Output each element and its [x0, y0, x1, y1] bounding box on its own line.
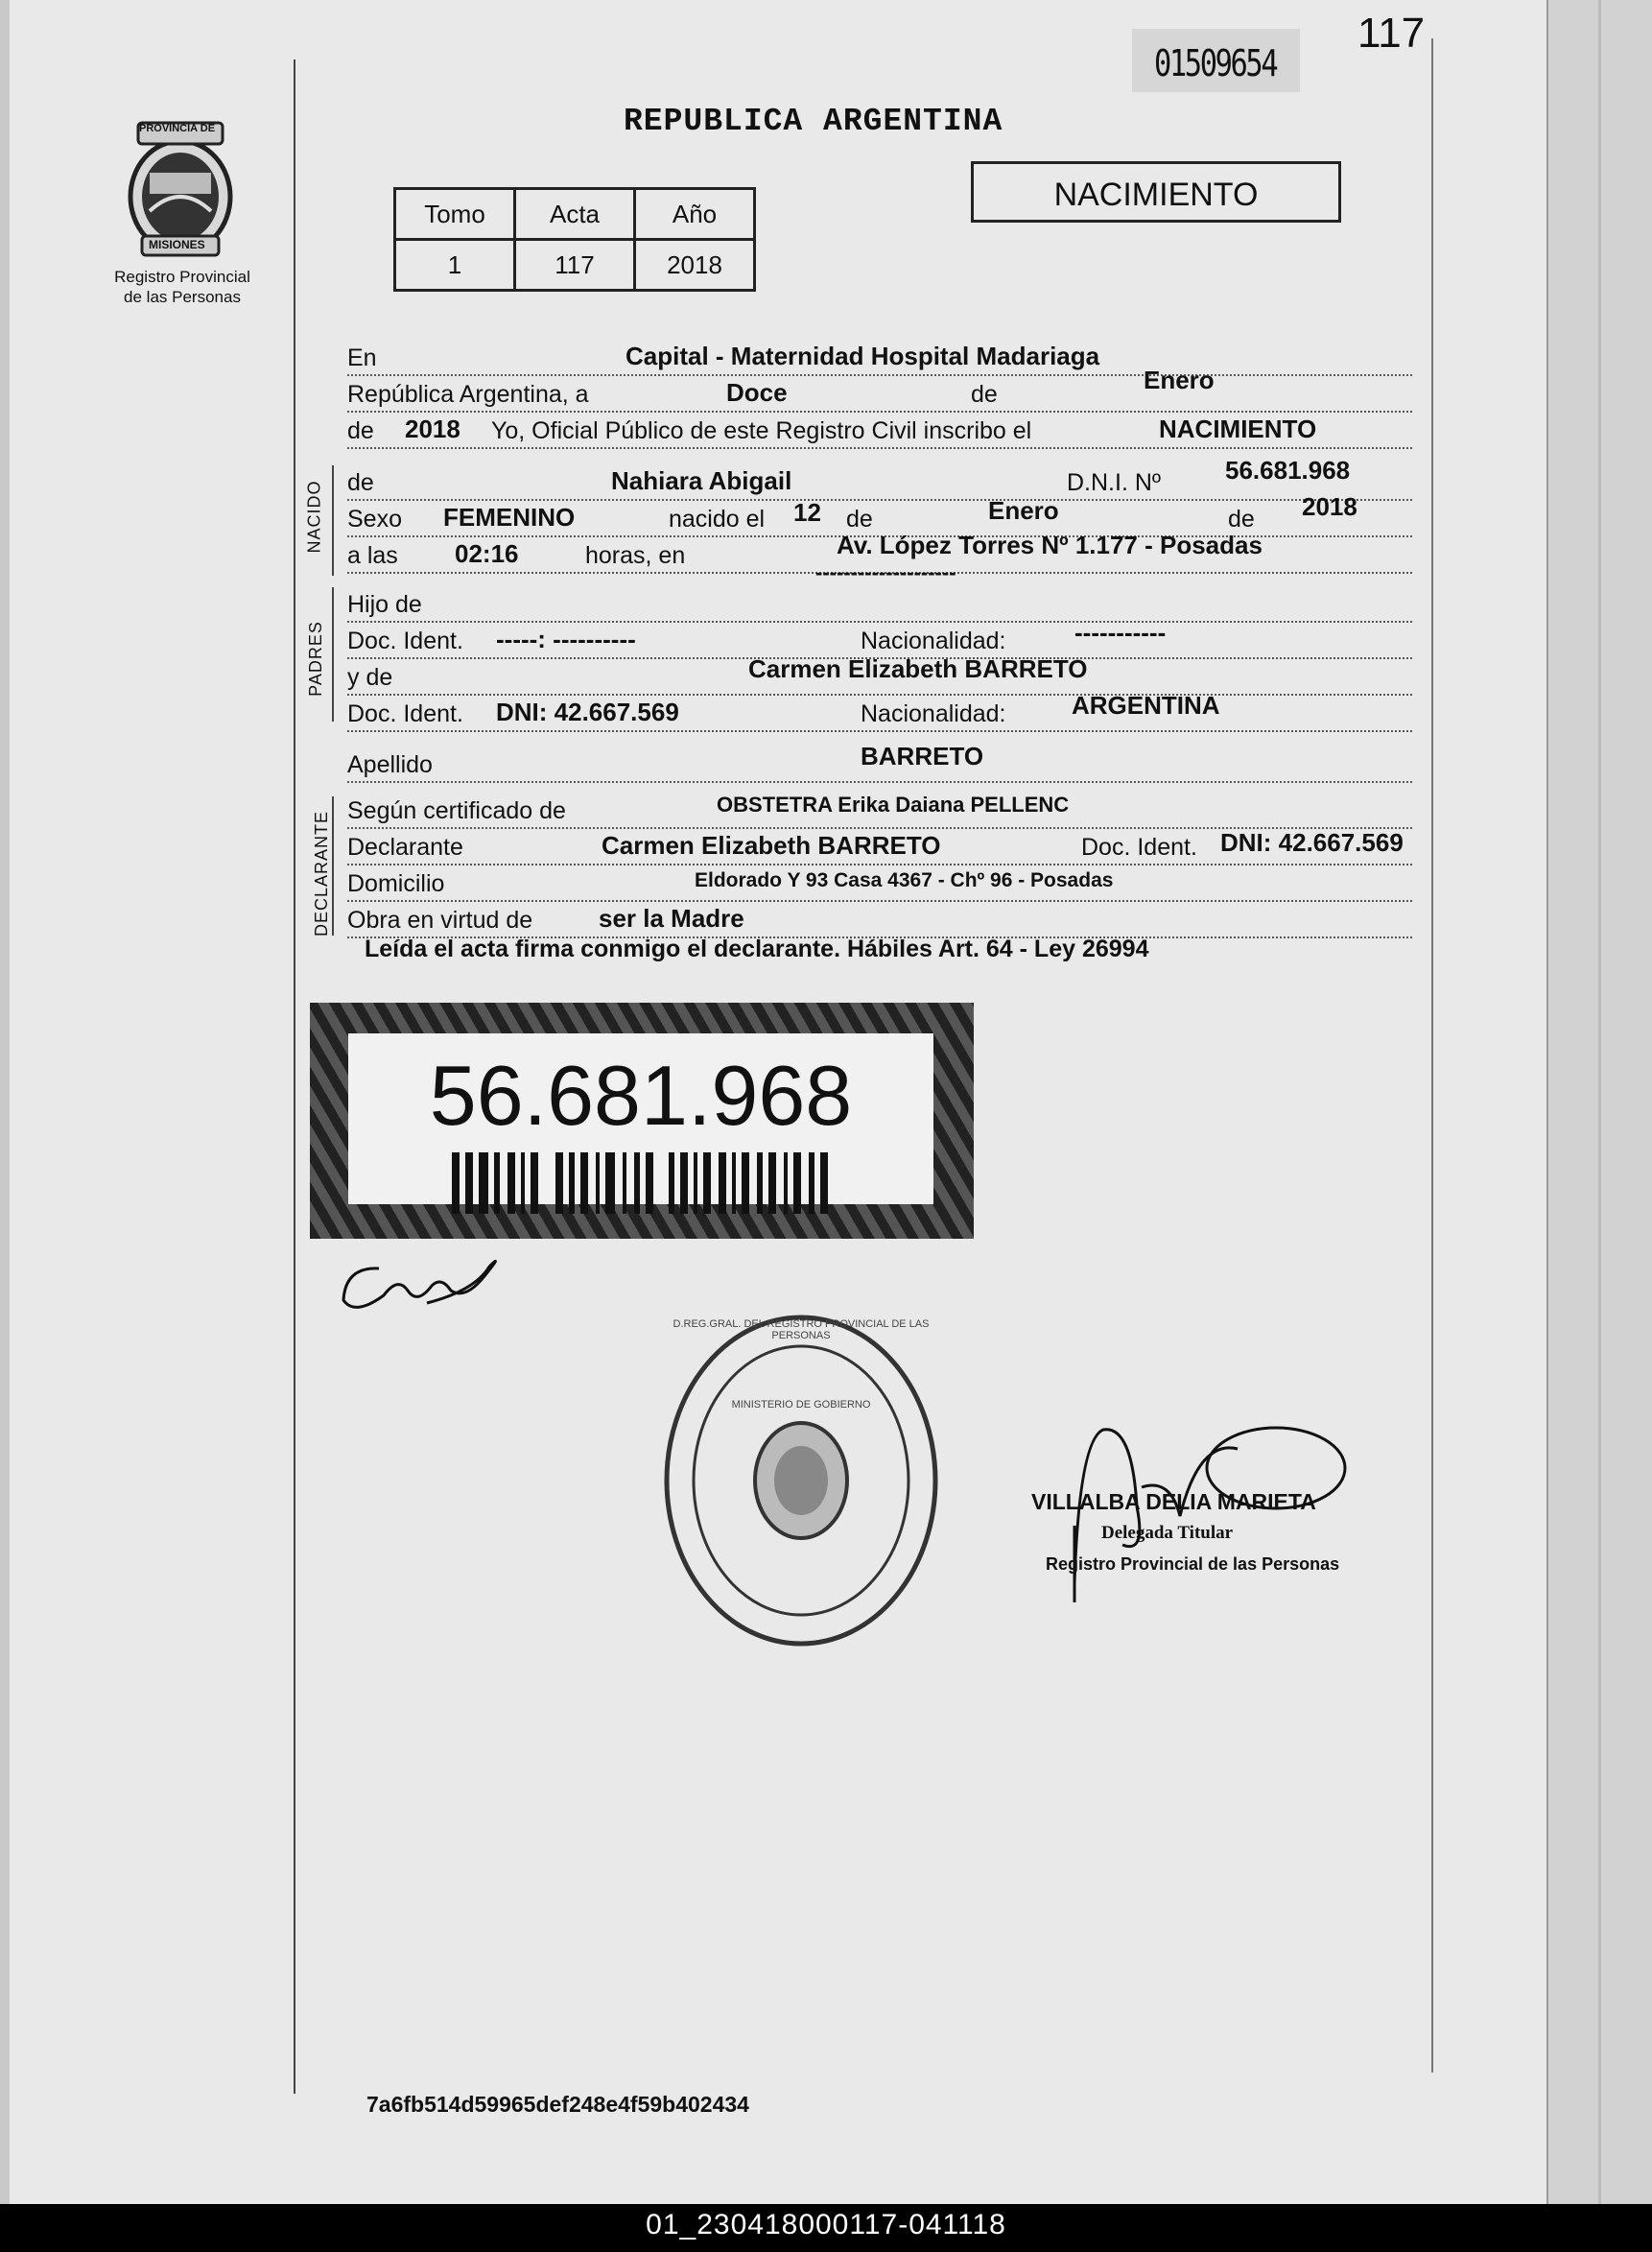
value-sexo: FEMENINO	[443, 503, 576, 532]
value-madre-doc: DNI: 42.667.569	[496, 698, 679, 726]
section-nacido: NACIDO	[304, 480, 324, 554]
label-y-de: y de	[347, 664, 396, 692]
section-padres: PADRES	[305, 621, 325, 697]
value-certificado: OBSTETRA Erika Daiana PELLENC	[717, 793, 1070, 817]
registry-header-anio: Año	[635, 189, 755, 240]
row-madre-doc	[347, 692, 1412, 732]
value-domicilio: Eldorado Y 93 Casa 4367 - Chº 96 - Posadas	[695, 869, 1114, 891]
act-type-box: NACIMIENTO	[971, 161, 1341, 223]
seal-inner-text: MINISTERIO DE GOBIERNO	[731, 1399, 871, 1410]
label-padre-nacionalidad: Nacionalidad:	[861, 628, 1010, 655]
label-domicilio: Domicilio	[347, 870, 448, 898]
value-madre-nac: ARGENTINA	[1072, 691, 1220, 720]
row-republica	[347, 366, 1412, 413]
registry-value-tomo: 1	[395, 240, 515, 291]
label-de-mid: de	[971, 381, 1002, 409]
dni-box-inner	[348, 1033, 933, 1204]
label-a-las: a las	[347, 542, 402, 570]
label-obra: Obra en virtud de	[347, 907, 536, 935]
declarant-signature	[341, 1247, 508, 1319]
row-padre-doc	[347, 619, 1412, 659]
label-sexo: Sexo	[347, 506, 406, 533]
label-oficial: Yo, Oficial Público de este Registro Civil inscribo el	[491, 417, 1035, 445]
label-decl-doc: Doc. Ident.	[1081, 834, 1201, 862]
barcode-graphic	[452, 1152, 836, 1214]
value-apellido: BARRETO	[861, 742, 984, 770]
label-de-anio: de	[1228, 506, 1259, 533]
top-mark	[1546, 0, 1548, 2204]
row-declarante	[347, 825, 1412, 865]
page-edge-line	[1598, 0, 1601, 2204]
signatory-office: Registro Provincial de las Personas	[1046, 1554, 1340, 1574]
value-dia: Doce	[726, 378, 788, 407]
value-anio-nac: 2018	[1302, 492, 1357, 521]
label-dni: D.N.I. Nº	[1067, 469, 1165, 497]
value-padre-doc: -----: ----------	[496, 625, 636, 653]
dni-box-number: 56.681.968	[429, 1048, 853, 1143]
page-number: 117	[1357, 10, 1426, 57]
value-dia-num: 12	[793, 498, 821, 527]
footer-id: 01_230418000117-041118	[646, 2209, 1006, 2240]
logo-caption	[96, 267, 269, 307]
left-margin-line	[294, 59, 295, 2094]
logo-caption-line-1: Registro Provincial	[114, 268, 250, 286]
registry-header-tomo: Tomo	[395, 189, 515, 240]
label-apellido: Apellido	[347, 751, 437, 779]
label-horas-en: horas, en	[585, 542, 689, 570]
row-oficial	[347, 409, 1412, 449]
value-nombre: Nahiara Abigail	[611, 466, 792, 495]
label-madre-doc: Doc. Ident.	[347, 700, 467, 728]
label-segun: Según certificado de	[347, 797, 570, 825]
label-padre-doc: Doc. Ident.	[347, 628, 467, 655]
label-republica: República Argentina, a	[347, 381, 593, 409]
row-hijo-de	[347, 582, 1412, 623]
section-declarante: DECLARANTE	[312, 810, 332, 937]
nacido-bracket	[332, 465, 334, 576]
value-dni: 56.681.968	[1225, 456, 1351, 485]
value-mes: Enero	[1144, 366, 1215, 394]
row-domicilio	[347, 862, 1412, 902]
value-anio: 2018	[405, 415, 460, 443]
declarante-bracket	[332, 796, 334, 936]
row-y-de	[347, 655, 1412, 696]
document-hash: 7a6fb514d59965def248e4f59b402434	[366, 2092, 749, 2117]
value-madre: Carmen Elizabeth BARRETO	[748, 654, 1088, 683]
row-en	[347, 336, 1412, 376]
row-obra	[347, 898, 1412, 938]
label-en: En	[347, 344, 381, 372]
value-declarante: Carmen Elizabeth BARRETO	[602, 831, 941, 860]
logo-text-bottom: MISIONES	[149, 238, 205, 251]
row-segun	[347, 789, 1412, 829]
logo-caption-line-2: de las Personas	[124, 288, 241, 306]
label-hijo-de: Hijo de	[347, 591, 426, 619]
value-lugar-nac: Av. López Torres Nº 1.177 - Posadas	[837, 531, 1263, 559]
registry-header-acta: Acta	[515, 189, 635, 240]
label-declarante: Declarante	[347, 834, 467, 862]
row-nombre	[347, 456, 1412, 501]
row-apellido	[347, 743, 1412, 783]
seal-outer-text: D.REG.GRAL. DEL REGISTRO PROVINCIAL DE LAS PERSONAS	[673, 1318, 930, 1341]
serial-number: 01509654	[1154, 42, 1277, 84]
registry-table	[393, 187, 756, 292]
label-de-start: de	[347, 417, 378, 445]
value-mes-nac: Enero	[988, 496, 1059, 525]
closing-statement: Leída el acta firma conmigo el declarante. Hábiles Art. 64 - Ley 26994	[365, 936, 1149, 962]
right-margin-line	[1431, 38, 1433, 2073]
logo-text-top: PROVINCIA DE	[139, 123, 216, 134]
padres-bracket	[332, 587, 334, 722]
signatory-role: Delegada Titular	[1101, 1523, 1234, 1543]
registry-value-acta: 117	[515, 240, 635, 291]
official-seal	[662, 1313, 940, 1648]
registry-value-row	[395, 240, 755, 291]
value-linea-vacia: --------------------	[815, 560, 956, 584]
value-padre-nac: -----------	[1074, 618, 1167, 647]
document-title: REPUBLICA ARGENTINA	[624, 104, 1003, 139]
value-tipo: NACIMIENTO	[1159, 415, 1317, 443]
label-madre-nacionalidad: Nacionalidad:	[861, 700, 1010, 728]
registry-header-row	[395, 189, 755, 240]
label-de-nombre: de	[347, 469, 378, 497]
official-signature	[1055, 1420, 1362, 1612]
value-obra: ser la Madre	[599, 904, 744, 933]
label-nacido-el: nacido el	[669, 506, 768, 533]
signatory-name: VILLALBA DELIA MARIETA	[1031, 1489, 1316, 1514]
label-de-mes: de	[846, 506, 877, 533]
registry-value-anio: 2018	[635, 240, 755, 291]
value-lugar: Capital - Maternidad Hospital Madariaga	[625, 342, 1100, 370]
value-decl-doc: DNI: 42.667.569	[1220, 828, 1404, 857]
value-hora: 02:16	[455, 539, 519, 568]
dni-security-box	[310, 1003, 974, 1239]
